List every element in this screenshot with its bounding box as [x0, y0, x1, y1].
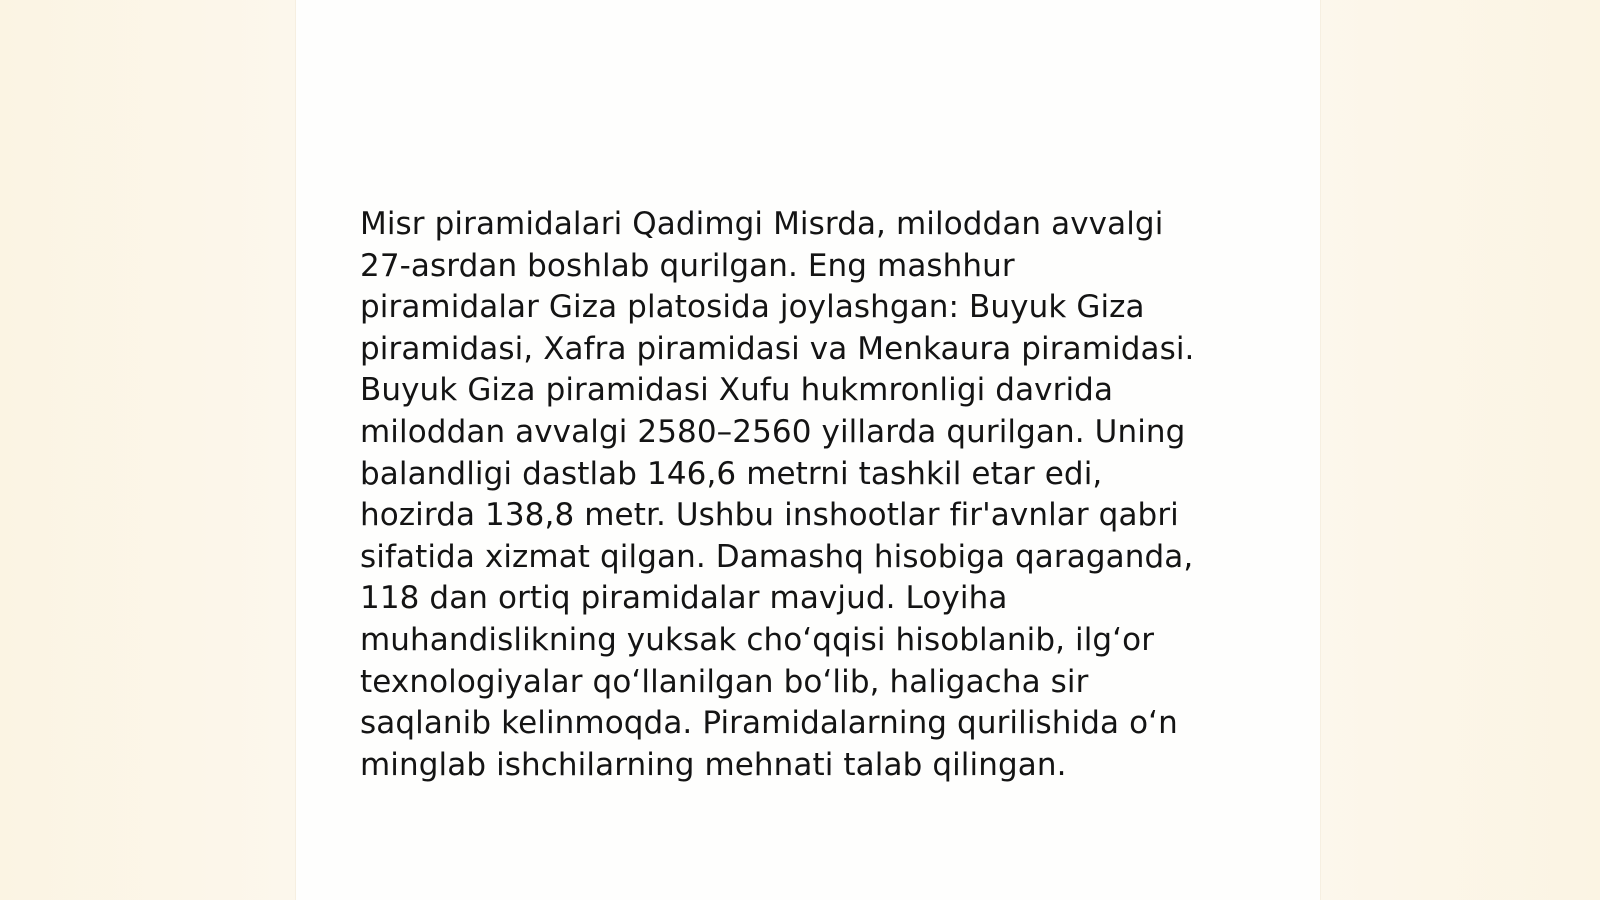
text-line: saqlanib kelinmoqda. Piramidalarning qurilishida oʻn	[360, 705, 1178, 742]
text-line: Buyuk Giza piramidasi Xufu hukmronligi davrida	[360, 372, 1114, 409]
text-line: minglab ishchilarning mehnati talab qilingan.	[360, 746, 1067, 783]
text-line: hozirda 138,8 metr. Ushbu inshootlar fir'avnlar qabri	[360, 497, 1179, 534]
text-line: 118 dan ortiq piramidalar mavjud. Loyiha	[360, 580, 1008, 617]
text-line: miloddan avvalgi 2580–2560 yillarda qurilgan. Uning	[360, 413, 1186, 450]
slide	[296, 0, 1320, 900]
text-line: muhandislikning yuksak choʻqqisi hisoblanib, ilgʻor	[360, 621, 1155, 658]
text-line: piramidasi, Xafra piramidasi va Menkaura piramidasi.	[360, 330, 1195, 367]
text-line: Misr piramidalari Qadimgi Misrda, miloddan avvalgi	[360, 206, 1164, 242]
body-text	[360, 204, 1240, 786]
text-line: sifatida xizmat qilgan. Damashq hisobiga qaraganda,	[360, 538, 1194, 575]
text-line: piramidalar Giza platosida joylashgan: Buyuk Giza	[360, 289, 1145, 326]
text-line: 27-asrdan boshlab qurilgan. Eng mashhur	[360, 247, 1015, 284]
text-line: texnologiyalar qoʻllanilgan boʻlib, haligacha sir	[360, 663, 1089, 700]
text-line: balandligi dastlab 146,6 metrni tashkil etar edi,	[360, 455, 1103, 492]
